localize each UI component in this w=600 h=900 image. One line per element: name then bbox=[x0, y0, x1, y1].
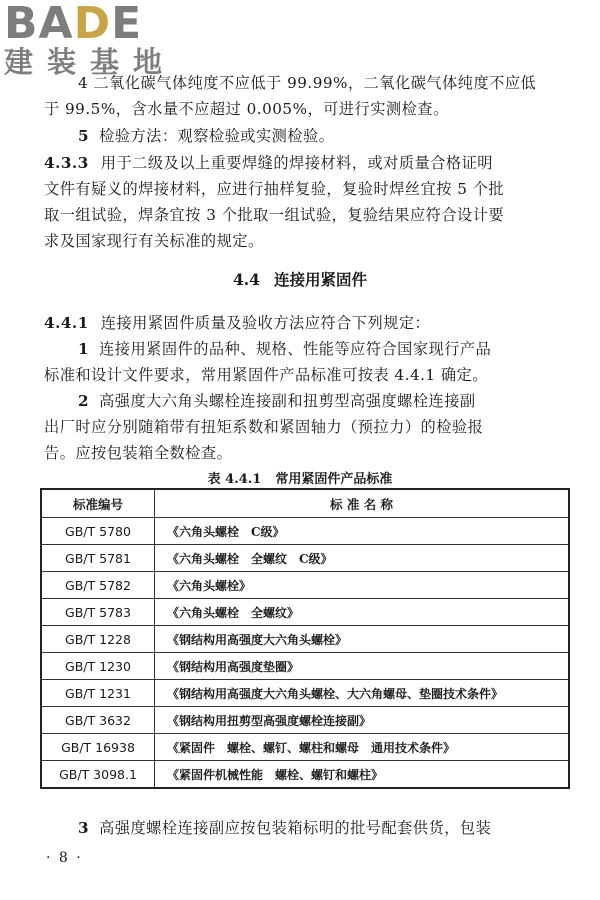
standard-code: GB/T 5781 bbox=[41, 545, 155, 572]
header-code: 标准编号 bbox=[41, 489, 155, 518]
standard-name: 《六角头螺栓 C级》 bbox=[155, 518, 570, 545]
logo-wordmark bbox=[4, 0, 176, 49]
clause-4-3-3: 4.3.3 用于二级及以上重要焊缝的焊接材料，或对质量合格证明 bbox=[44, 154, 493, 172]
standard-code: GB/T 3098.1 bbox=[41, 761, 155, 789]
standard-name: 《六角头螺栓》 bbox=[155, 572, 570, 599]
watermark-logo bbox=[4, 2, 176, 78]
standard-name: 《紧固件机械性能 螺栓、螺钉和螺柱》 bbox=[155, 761, 570, 789]
paragraph-line: 标准和设计文件要求，常用紧固件产品标准可按表 4.4.1 确定。 bbox=[44, 366, 488, 384]
table-row bbox=[41, 653, 569, 680]
standard-code: GB/T 1231 bbox=[41, 680, 155, 707]
logo-letters-end: E bbox=[111, 0, 143, 49]
standard-name: 《钢结构用扭剪型高强度螺栓连接副》 bbox=[155, 707, 570, 734]
standard-name: 《六角头螺栓 全螺纹 C级》 bbox=[155, 545, 570, 572]
table-row bbox=[41, 518, 569, 545]
table-row bbox=[41, 599, 569, 626]
standard-name: 《钢结构用高强度大六角头螺栓、大六角螺母、垫圈技术条件》 bbox=[155, 680, 570, 707]
paragraph-line: 于 99.5%，含水量不应超过 0.005%，可进行实测检查。 bbox=[44, 100, 449, 118]
section-heading: 4.4 连接用紧固件 bbox=[233, 270, 367, 289]
paragraph-line: 4 二氧化碳气体纯度不应低于 99.99%，二氧化碳气体纯度不应低 bbox=[78, 74, 537, 92]
table-row bbox=[41, 761, 569, 789]
table-row bbox=[41, 734, 569, 761]
list-item: 5 检验方法：观察检验或实测检验。 bbox=[78, 127, 335, 145]
standard-code: GB/T 3632 bbox=[41, 707, 155, 734]
paragraph-line: 取一组试验，焊条宜按 3 个批取一组试验，复验结果应符合设计要 bbox=[44, 206, 505, 224]
list-item: 1 连接用紧固件的品种、规格、性能等应符合国家现行产品 bbox=[78, 340, 492, 358]
paragraph-line: 告。应按包装箱全数检查。 bbox=[44, 444, 233, 462]
paragraph-line: 出厂时应分别随箱带有扭矩系数和紧固轴力（预拉力）的检验报 bbox=[44, 418, 484, 436]
table-row bbox=[41, 626, 569, 653]
standard-name: 《钢结构用高强度垫圈》 bbox=[155, 653, 570, 680]
page-number: · 8 · bbox=[46, 850, 83, 866]
standard-name: 《六角头螺栓 全螺纹》 bbox=[155, 599, 570, 626]
standard-name: 《紧固件 螺栓、螺钉、螺柱和螺母 通用技术条件》 bbox=[155, 734, 570, 761]
standard-name: 《钢结构用高强度大六角头螺栓》 bbox=[155, 626, 570, 653]
table-header-row bbox=[41, 489, 569, 518]
standards-table bbox=[40, 488, 570, 789]
standard-code: GB/T 5780 bbox=[41, 518, 155, 545]
logo-subtitle: 建装基地 bbox=[4, 45, 177, 79]
table-row bbox=[41, 680, 569, 707]
paragraph-line: 文件有疑义的焊接材料，应进行抽样复验，复验时焊丝宜按 5 个批 bbox=[44, 180, 505, 198]
standard-code: GB/T 16938 bbox=[41, 734, 155, 761]
logo-accent-letter: D bbox=[73, 0, 112, 49]
table-row bbox=[41, 545, 569, 572]
list-item: 3 高强度螺栓连接副应按包装箱标明的批号配套供货，包装 bbox=[78, 819, 492, 837]
standard-code: GB/T 5782 bbox=[41, 572, 155, 599]
paragraph-line: 求及国家现行有关标准的规定。 bbox=[44, 232, 264, 250]
clause-4-4-1: 4.4.1 连接用紧固件质量及验收方法应符合下列规定： bbox=[44, 314, 431, 332]
standard-code: GB/T 1228 bbox=[41, 626, 155, 653]
table-row bbox=[41, 572, 569, 599]
table-row bbox=[41, 707, 569, 734]
standard-code: GB/T 5783 bbox=[41, 599, 155, 626]
logo-letters: BA bbox=[4, 0, 74, 49]
header-name: 标 准 名 称 bbox=[155, 489, 570, 518]
table-caption: 表 4.4.1 常用紧固件产品标准 bbox=[207, 472, 393, 487]
list-item: 2 高强度大六角头螺栓连接副和扭剪型高强度螺栓连接副 bbox=[78, 392, 476, 410]
standard-code: GB/T 1230 bbox=[41, 653, 155, 680]
